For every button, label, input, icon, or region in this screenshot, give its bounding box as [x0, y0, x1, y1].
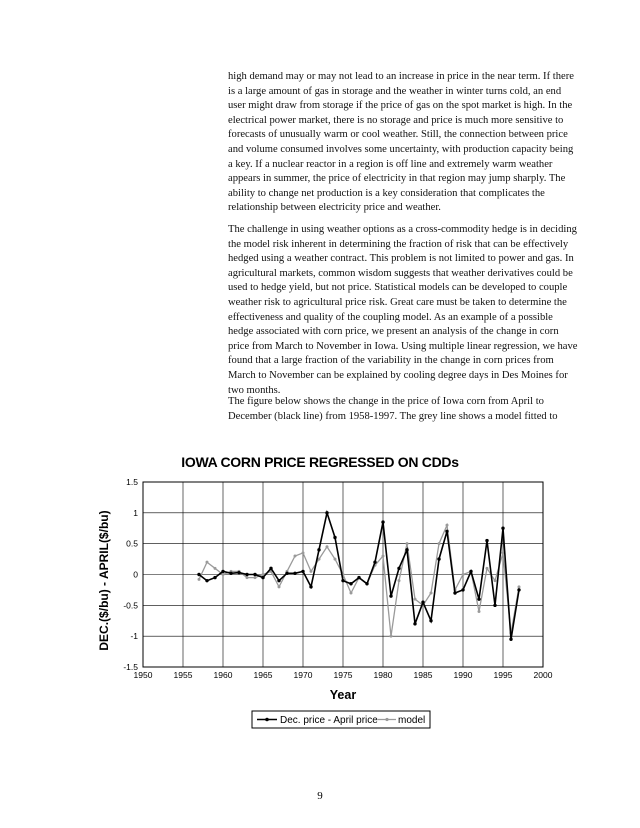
- model-point: [326, 545, 329, 548]
- actual-price-point: [493, 604, 496, 607]
- actual-price-point: [405, 548, 408, 551]
- actual-price-point: [349, 582, 352, 585]
- actual-price-point: [341, 579, 344, 582]
- actual-price-point: [269, 567, 272, 570]
- x-tick-label: 1965: [253, 670, 273, 680]
- actual-price-point: [277, 579, 280, 582]
- y-axis-label: DEC.($/bu) - APRIL($/bu): [97, 510, 111, 651]
- actual-price-point: [453, 591, 456, 594]
- paragraph-1-text: high demand may or may not lead to an increase in price in the near term. If there is a large amount of gas in storage and the weather in winter turns cold, an end user might draw from storage if the price of gas on the spot market is high. In the electrical power market, there is no storage and price is much more sensitive to forecasts of unusually warm or cool weather. Still, the connection between price and volume consumed involves some uncertainty, with production capacity being a key. If a nuclear reactor in a region is off line and extremely warm weather appears in summer, the price of electricity in that region may jump sharply. The ability to change net production is a key consideration that complicates the relationship between electricity price and weather.: [228, 71, 574, 214]
- x-tick-label: 1985: [413, 670, 433, 680]
- actual-price-point: [509, 638, 512, 641]
- actual-price-point: [365, 582, 368, 585]
- actual-price-point: [381, 520, 384, 523]
- y-tick-label: -0.5: [123, 600, 138, 611]
- actual-price-point: [357, 576, 360, 579]
- y-tick-label: 1: [133, 507, 138, 518]
- actual-price-point: [501, 527, 504, 530]
- model-point: [398, 579, 401, 582]
- model-point: [518, 585, 521, 588]
- model-point: [382, 555, 385, 558]
- model-point: [222, 573, 225, 576]
- actual-price-point: [261, 576, 264, 579]
- actual-price-point: [293, 572, 296, 575]
- actual-price-point: [461, 588, 464, 591]
- actual-price-point: [197, 573, 200, 576]
- actual-price-point: [373, 560, 376, 563]
- actual-price-point: [229, 572, 232, 575]
- actual-price-point: [485, 539, 488, 542]
- model-point: [198, 578, 201, 581]
- actual-price-point: [245, 573, 248, 576]
- y-tick-label: -1.5: [123, 662, 138, 672]
- model-point: [206, 561, 209, 564]
- paragraph-3-text: The figure below shows the change in the price of Iowa corn from April to December (black line) from 1958-1997. The grey line shows a model fitted to: [228, 396, 558, 422]
- legend-model-label: model: [398, 715, 426, 726]
- model-point: [390, 635, 393, 638]
- actual-price-point: [397, 567, 400, 570]
- actual-price-point: [517, 588, 520, 591]
- actual-price-point: [389, 594, 392, 597]
- model-point: [486, 567, 489, 570]
- model-point: [310, 570, 313, 573]
- actual-price-point: [301, 570, 304, 573]
- model-point: [430, 592, 433, 595]
- actual-price-point: [469, 570, 472, 573]
- legend-actual-marker: [265, 718, 269, 722]
- model-point: [334, 558, 337, 561]
- actual-price-point: [429, 619, 432, 622]
- model-point: [254, 576, 257, 579]
- y-tick-label: 0.5: [126, 538, 138, 549]
- actual-price-point: [333, 536, 336, 539]
- x-tick-label: 1980: [373, 670, 393, 680]
- model-point: [438, 542, 441, 545]
- model-point: [406, 542, 409, 545]
- model-point: [478, 610, 481, 613]
- model-point: [446, 524, 449, 527]
- x-tick-label: 1950: [133, 670, 153, 680]
- x-tick-label: 1955: [173, 670, 193, 680]
- actual-price-point: [309, 585, 312, 588]
- x-tick-label: 1990: [453, 670, 473, 680]
- model-point: [350, 592, 353, 595]
- model-point: [462, 573, 465, 576]
- model-point: [278, 585, 281, 588]
- actual-price-point: [413, 622, 416, 625]
- x-tick-label: 1960: [213, 670, 233, 680]
- x-tick-label: 1995: [493, 670, 513, 680]
- actual-price-point: [421, 601, 424, 604]
- model-point: [246, 576, 249, 579]
- y-tick-label: 1.5: [126, 477, 138, 487]
- actual-price-point: [285, 572, 288, 575]
- x-tick-label: 1975: [333, 670, 353, 680]
- x-axis-label: Year: [329, 688, 357, 702]
- actual-price-point: [317, 548, 320, 551]
- model-point: [294, 555, 297, 558]
- model-line: [199, 525, 519, 636]
- actual-price-point: [445, 530, 448, 533]
- actual-price-point: [437, 557, 440, 560]
- actual-price-point: [221, 570, 224, 573]
- model-point: [414, 598, 417, 601]
- actual-price-point: [477, 597, 480, 600]
- x-tick-label: 2000: [533, 670, 553, 680]
- chart-title: IOWA CORN PRICE REGRESSED ON CDDs: [181, 454, 459, 470]
- actual-price-point: [253, 573, 256, 576]
- model-point: [214, 567, 217, 570]
- y-tick-label: -1: [130, 631, 138, 642]
- actual-price-point: [205, 579, 208, 582]
- actual-price-point: [213, 576, 216, 579]
- actual-price-point: [325, 511, 328, 514]
- actual-price-point: [237, 571, 240, 574]
- x-tick-label: 1970: [293, 670, 313, 680]
- model-point: [302, 551, 305, 554]
- legend-actual-label: Dec. price - April price: [280, 715, 378, 726]
- page-number: 9: [317, 790, 323, 802]
- y-tick-label: 0: [133, 569, 138, 580]
- paragraph-2-text: The challenge in using weather options as a cross-commodity hedge is in deciding the model risk inherent in determining the fraction of risk that can be effectively hedged using a weather contract. This problem is not limited to power and gas. In agricultural markets, common wisdom suggests that weather derivatives could be used to hedge yield, but not price. Statistical models can be developed to couple weather risk to agricultural price risk. Great care must be taken to determine the effectiveness and quality of the coupling model. As an example of a possible hedge associated with corn price, we present an analysis of the change in corn price from March to November in Iowa. Using multiple linear regression, we have found that a large fraction of the variability in the change in corn prices from March to November can be explained by cooling degree days in Des Moines for two months.: [228, 224, 578, 396]
- legend-model-marker: [385, 718, 388, 721]
- model-point: [494, 579, 497, 582]
